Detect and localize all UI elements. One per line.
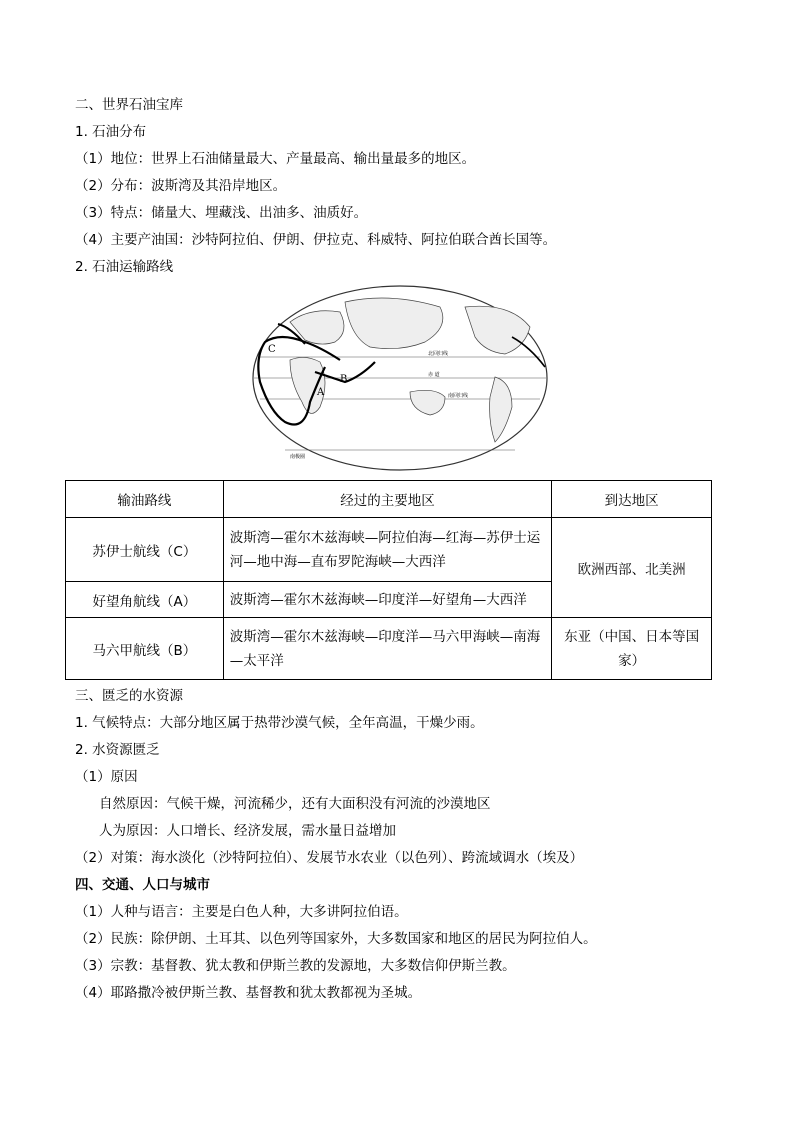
paragraph-distribution: （2）分布：波斯湾及其沿岸地区。 <box>75 178 287 194</box>
paragraph-causes: （1）原因 <box>75 769 138 785</box>
heading-oil-distribution: 1. 石油分布 <box>75 124 147 140</box>
route-name-cell: 马六甲航线（B） <box>66 618 224 680</box>
table-row <box>66 618 712 680</box>
route-path-cell: 波斯湾—霍尔木兹海峡—阿拉伯海—红海—苏伊士运河—地中海—直布罗陀海峡—大西洋 <box>223 518 551 582</box>
paragraph-features: （3）特点：储量大、埋藏浅、出油多、油质好。 <box>75 205 368 221</box>
route-name-cell: 好望角航线（A） <box>66 582 224 618</box>
paragraph-race-language: （1）人种与语言：主要是白色人种，大多讲阿拉伯语。 <box>75 904 408 920</box>
paragraph-status: （1）地位：世界上石油储量最大、产量最高、输出量最多的地区。 <box>75 151 476 167</box>
paragraph-ethnicity: （2）民族：除伊朗、土耳其、以色列等国家外，大多数国家和地区的居民为阿拉伯人。 <box>75 931 597 947</box>
route-path-cell: 波斯湾—霍尔木兹海峡—印度洋—马六甲海峡—南海—太平洋 <box>223 618 551 680</box>
table-header-row <box>66 481 712 518</box>
paragraph-religion: （3）宗教：基督教、犹太教和伊斯兰教的发源地，大多数信仰伊斯兰教。 <box>75 958 516 974</box>
route-label-b: B <box>340 374 348 385</box>
equator-label: 赤 道 <box>428 372 440 378</box>
section-4-title: 四、交通、人口与城市 <box>75 877 210 893</box>
destination-cell: 欧洲西部、北美洲 <box>552 518 712 618</box>
column-header-route: 输油路线 <box>66 481 224 518</box>
paragraph-measures: （2）对策：海水淡化（沙特阿拉伯）、发展节水农业（以色列）、跨流域调水（埃及） <box>75 850 584 866</box>
paragraph-human-cause: 人为原因：人口增长、经济发展，需水量日益增加 <box>99 823 396 839</box>
route-label-c: C <box>268 344 276 355</box>
paragraph-natural-cause: 自然原因：气候干燥，河流稀少，还有大面积没有河流的沙漠地区 <box>99 796 491 812</box>
table-row <box>66 518 712 582</box>
route-label-a: A <box>317 387 325 398</box>
paragraph-jerusalem: （4）耶路撒冷被伊斯兰教、基督教和犹太教都视为圣城。 <box>75 985 422 1001</box>
heading-water-shortage: 2. 水资源匮乏 <box>75 742 160 758</box>
column-header-destination: 到达地区 <box>552 481 712 518</box>
destination-cell: 东亚（中国、日本等国家） <box>552 618 712 680</box>
world-oil-route-map <box>250 282 550 474</box>
heading-climate: 1. 气候特点：大部分地区属于热带沙漠气候，全年高温，干燥少雨。 <box>75 715 484 731</box>
section-2-title: 二、世界石油宝库 <box>75 97 183 113</box>
route-path-cell: 波斯湾—霍尔木兹海峡—印度洋—好望角—大西洋 <box>223 582 551 618</box>
column-header-path: 经过的主要地区 <box>223 481 551 518</box>
south-tropic-label: 南回归线 <box>448 393 469 399</box>
heading-transport-routes: 2. 石油运输路线 <box>75 259 174 275</box>
oil-route-table <box>65 480 712 680</box>
paragraph-producers: （4）主要产油国：沙特阿拉伯、伊朗、伊拉克、科威特、阿拉伯联合酋长国等。 <box>75 232 557 248</box>
section-3-title: 三、匮乏的水资源 <box>75 688 183 704</box>
antarctic-label: 南极圈 <box>290 454 306 460</box>
route-name-cell: 苏伊士航线（C） <box>66 518 224 582</box>
north-tropic-label: 北回归线 <box>428 351 449 357</box>
